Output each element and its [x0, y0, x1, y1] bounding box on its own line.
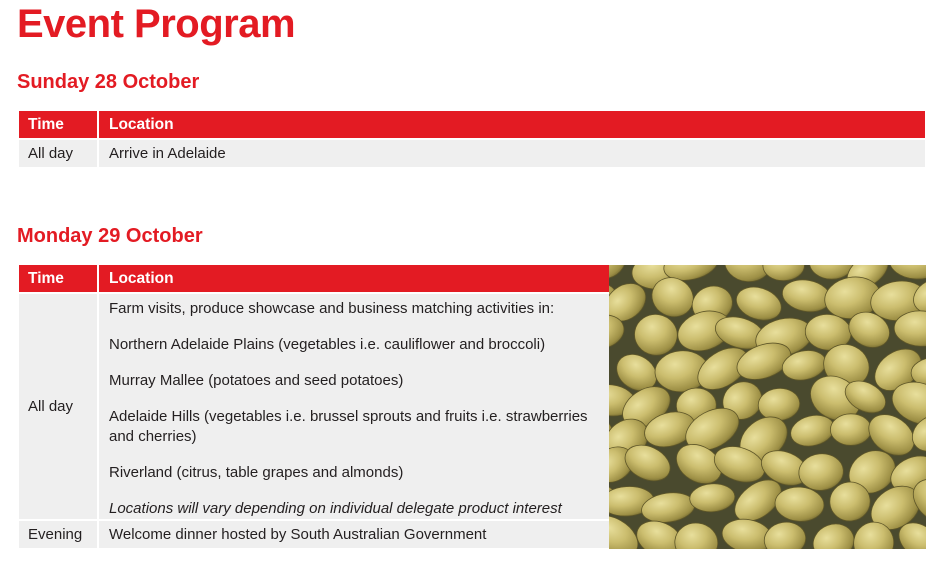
- schedule-table-monday: [19, 265, 609, 548]
- location-cell: Arrive in Adelaide: [99, 138, 925, 167]
- time-cell: Evening: [19, 519, 99, 548]
- column-header-time: Time: [19, 265, 99, 292]
- potato: [830, 414, 871, 446]
- page-title: Event Program: [17, 2, 296, 46]
- column-header-time: Time: [19, 111, 99, 138]
- column-header-location: Location: [99, 265, 609, 292]
- time-cell: All day: [19, 138, 99, 167]
- schedule-table-sunday: [19, 111, 925, 167]
- table-row: [19, 138, 925, 167]
- region-item: Adelaide Hills (vegetables i.e. brussel sprouts and fruits i.e. strawberries and cherries): [109, 408, 588, 445]
- region-item: Murray Mallee (potatoes and seed potatoes): [109, 372, 404, 389]
- location-note: Locations will vary depending on individual delegate product interest: [109, 500, 562, 517]
- potatoes-image: [609, 265, 926, 549]
- table-row: [19, 519, 609, 548]
- time-cell: All day: [19, 292, 99, 519]
- table-row: [19, 292, 609, 519]
- potato-cluster: [609, 265, 926, 549]
- day-heading-sunday: Sunday 28 October: [17, 71, 200, 93]
- activities-intro: Farm visits, produce showcase and business matching activities in:: [109, 300, 555, 317]
- day-heading-monday: Monday 29 October: [17, 225, 203, 247]
- column-header-location: Location: [99, 111, 925, 138]
- potatoes-photo: [609, 265, 926, 549]
- location-cell: [99, 292, 609, 519]
- region-item: Riverland (citrus, table grapes and almonds): [109, 464, 404, 481]
- location-cell: Welcome dinner hosted by South Australian Government: [99, 519, 609, 548]
- region-item: Northern Adelaide Plains (vegetables i.e. cauliflower and broccoli): [109, 336, 546, 353]
